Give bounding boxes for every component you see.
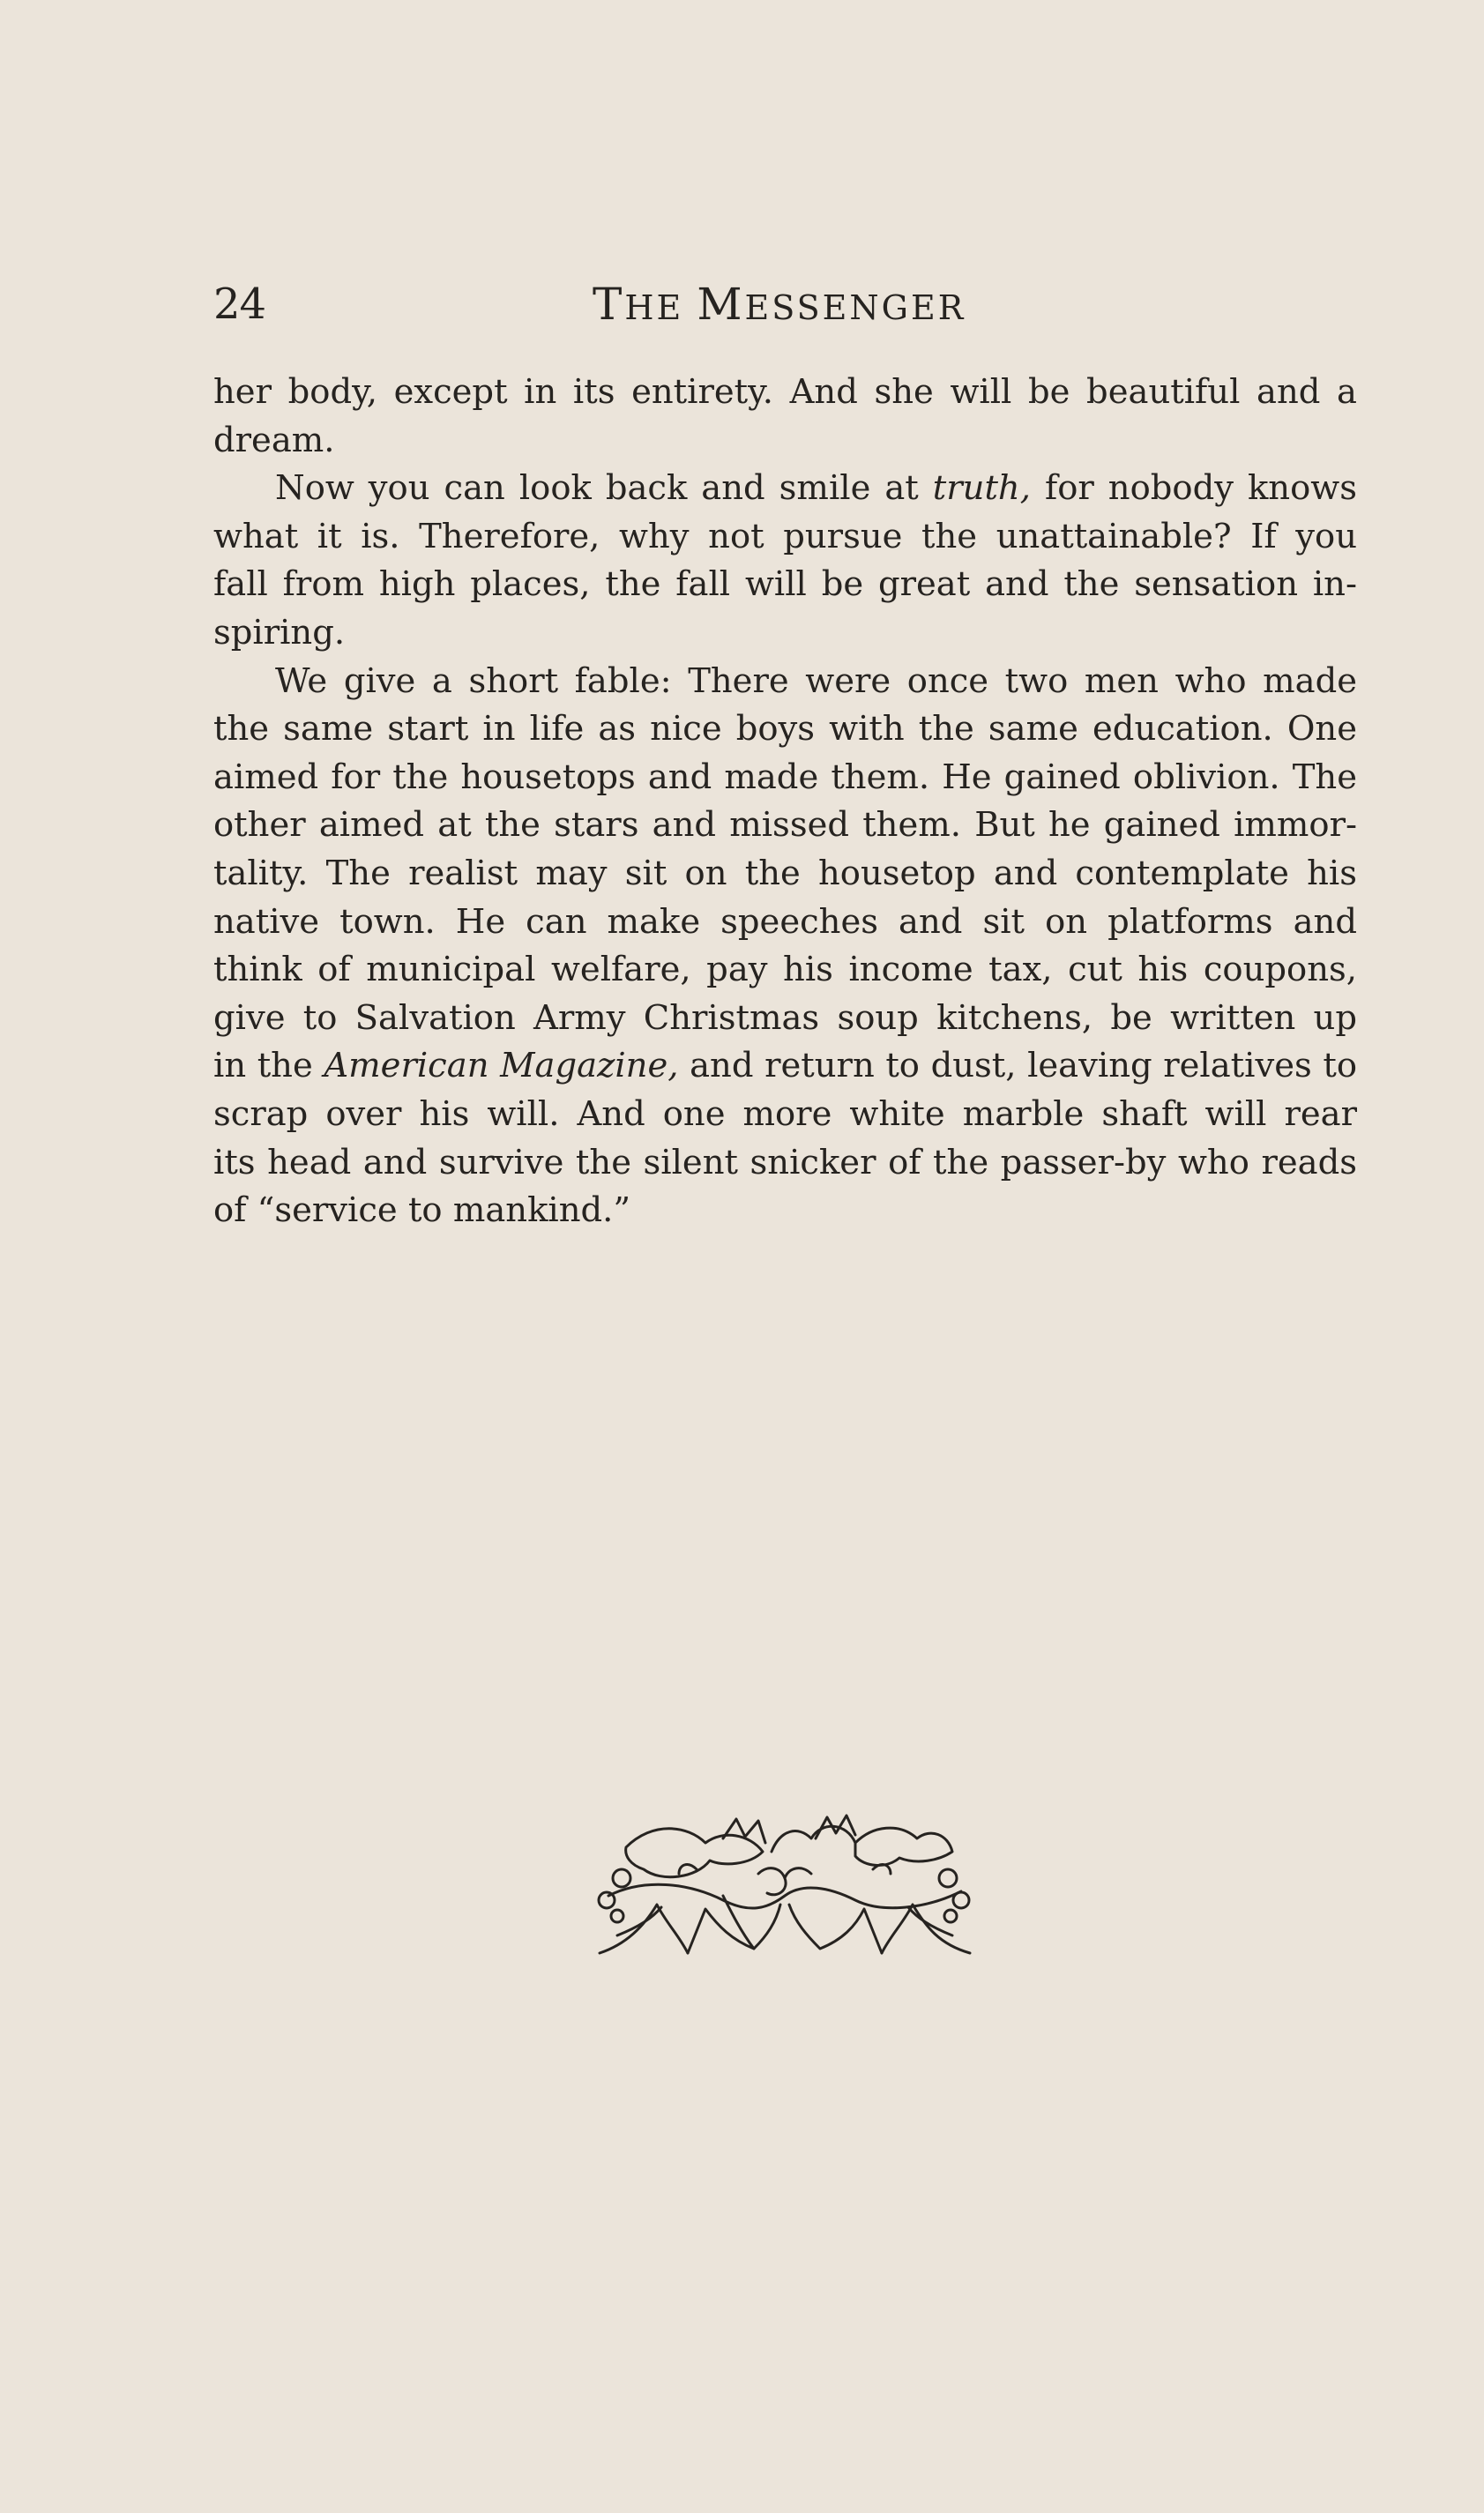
- text-line: spiring.: [213, 612, 346, 652]
- italic-text-run: American Magazine,: [324, 1046, 679, 1086]
- title-initial: M: [697, 279, 745, 330]
- text-run: for nobody knows: [1044, 468, 1357, 509]
- text-line: other aimed at the stars and missed them. But he gained immor-: [213, 805, 1357, 846]
- title-word-rest: HE: [624, 288, 684, 327]
- text-line: the same start in life as nice boys with the same education. One: [213, 709, 1357, 749]
- text-line: We give a short fable: There were once two men who made: [275, 660, 1357, 701]
- floral-vine-ornament-icon: [591, 1812, 979, 1962]
- text-line: aimed for the housetops and made them. He gained oblivion. The: [213, 757, 1357, 797]
- running-head: [213, 278, 1357, 331]
- italic-text-run: truth,: [932, 468, 1031, 509]
- text-run: and return to dust, leaving relatives to: [690, 1046, 1357, 1086]
- text-line: its head and survive the silent snicker of the passer-by who reads: [213, 1142, 1357, 1182]
- text-run: Now you can look back and smile at: [275, 468, 919, 509]
- text-line: scrap over his will. And one more white marble shaft will rear: [213, 1093, 1357, 1134]
- text-line: what it is. Therefore, why not pursue the unattainable? If you: [213, 516, 1357, 556]
- text-line: [213, 1042, 1357, 1091]
- text-line: [213, 465, 1357, 513]
- page-number: 24: [213, 280, 266, 329]
- text-line: fall from high places, the fall will be great and the sensation in-: [213, 564, 1357, 605]
- body-text: [213, 369, 1357, 1235]
- text-line: think of municipal welfare, pay his income tax, cut his coupons,: [213, 950, 1357, 990]
- title-initial: T: [593, 279, 625, 330]
- text-line: give to Salvation Army Christmas soup kitchens, be written up: [213, 997, 1357, 1038]
- text-line: of “service to mankind.”: [213, 1190, 631, 1231]
- text-run: in the: [213, 1046, 313, 1086]
- text-line: dream.: [213, 420, 335, 460]
- text-line: tality. The realist may sit on the housetop and contemplate his: [213, 853, 1357, 893]
- running-title: [593, 278, 966, 334]
- text-line: native town. He can make speeches and sit on platforms and: [213, 901, 1357, 942]
- text-line: her body, except in its entirety. And she will be beautiful and a: [213, 372, 1357, 412]
- title-word-rest: ESSENGER: [744, 288, 966, 327]
